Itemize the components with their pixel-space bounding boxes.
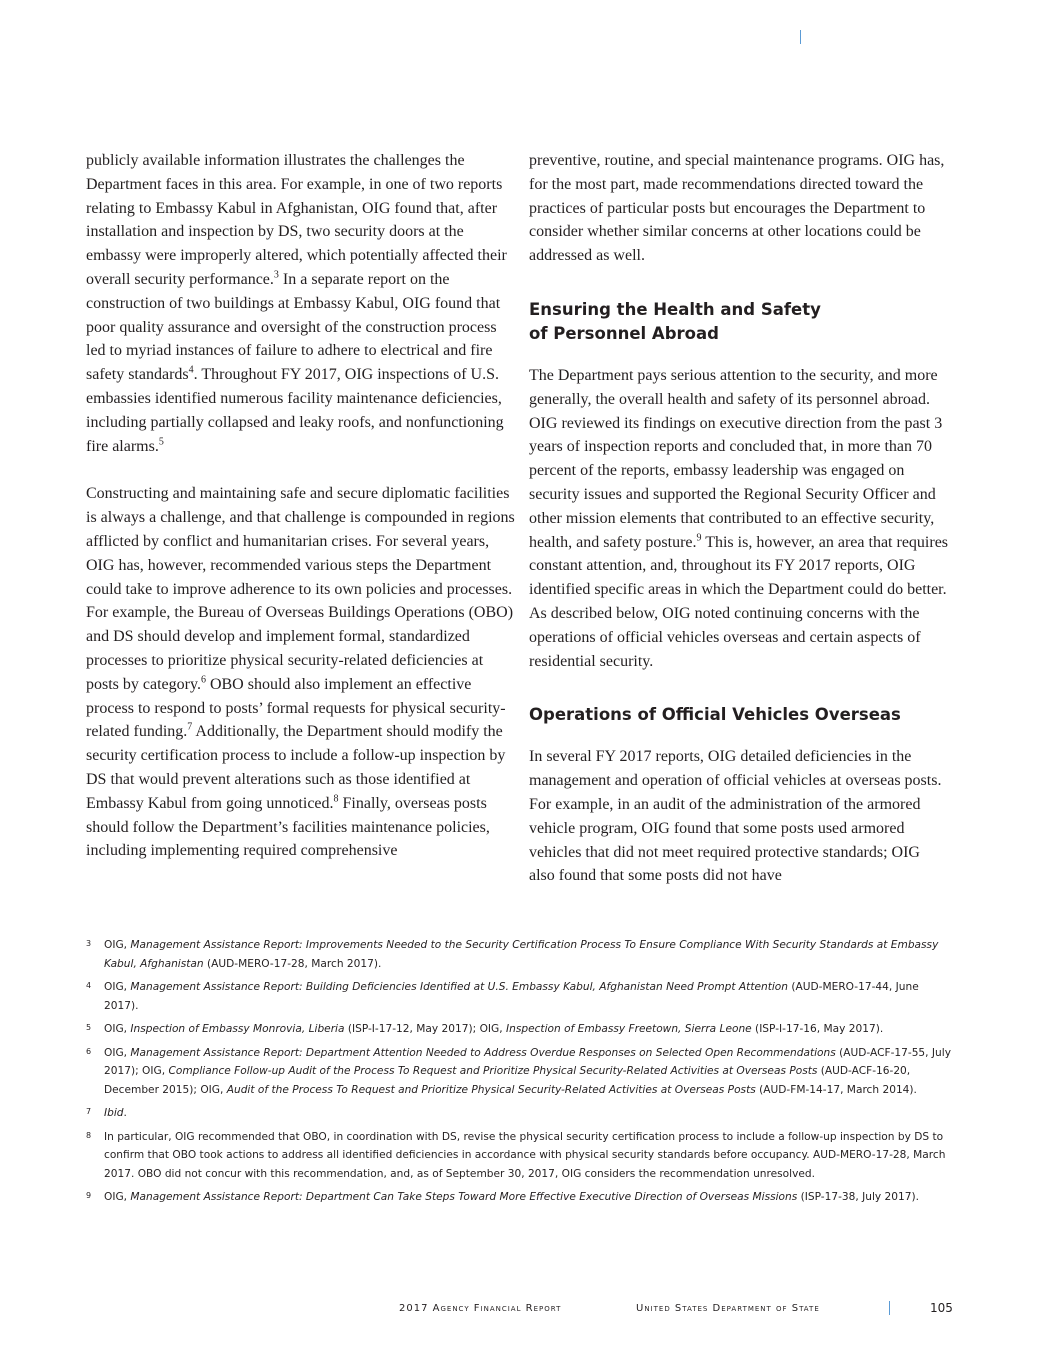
- left-paragraph-1: publicly available information illustrates the challenges the Department faces in this area. For example, in one of two reports relating to Embassy Kabul in Afghanistan, OIG found that, after installation and inspection by DS, two security doors at the embassy were improperly altered, which potentially affected their overall security performance.$^3$ In a separate report on the construction of two buildings at Embassy Kabul, OIG found that poor quality assurance and oversight of the construction process led to myriad instances of failure to adhere to electrical and fire safety standards$^4$. Throughout FY 2017, OIG inspections of U.S. embassies identified numerous facility maintenance deficiencies, including partially collapsed and leaky roofs, and nonfunctioning fire alarms.$^5$: [86, 152, 507, 455]
- left-paragraph-2: Constructing and maintaining safe and secure diplomatic facilities is always a challenge, and that challenge is compounded in regions afflicted by conflict and humanitarian crises. For several years, OIG has, however, recommended various steps the Department could take to improve adherence to its own policies and processes. For example, the Bureau of Overseas Buildings Operations (OBO) and DS should develop and implement formal, standardized processes to prioritize physical security-related deficiencies at posts by category.$^6$ OBO should also implement an effective process to respond to posts’ formal requests for physical security-related funding.$^7$ Additionally, the Department should modify the security certification process to include a follow-up inspection by DS that would prevent alterations such as those identified at Embassy Kabul from going unnoticed.$^8$ Finally, overseas posts should follow the Department’s facilities maintenance policies, including implementing required comprehensive: [86, 485, 515, 860]
- footnote-3: 3 OIG, Management Assistance Report: Improvements Needed to the Security Certification Process To Ensure Compliance With Security Standards at Embassy Kabul, Afghanistan (AUD-MERO-17-28, March 2017).: [86, 939, 939, 970]
- left-column: [86, 149, 516, 887]
- footnote-9: 9 OIG, Management Assistance Report: Department Can Take Steps Toward More Effective Executive Direction of Overseas Missions (ISP-17-38, July 2017).: [86, 1191, 920, 1203]
- footnote-ref[interactable]: 6: [200, 674, 206, 686]
- footnote-4: 4 OIG, Management Assistance Report: Building Deficiencies Identified at U.S. Embassy Kabul, Afghanistan Need Prompt Attention (AUD-MERO-17-44, June 2017).: [86, 981, 919, 1012]
- page-number: 105: [930, 1301, 953, 1315]
- section-heading-official-vehicles: Operations of Official Vehicles Overseas: [529, 705, 901, 725]
- section-heading-health-safety: Ensuring the Health and Safety of Personnel Abroad: [529, 299, 821, 343]
- footnote-ref[interactable]: 9: [696, 532, 702, 544]
- footer-divider: [889, 1301, 890, 1315]
- right-paragraph-3: In several FY 2017 reports, OIG detailed deficiencies in the management and operation of official vehicles at overseas posts. For example, in an audit of the administration of the armored vehicle program, OIG found that some posts used armored vehicles that did not meet required protective standards; OIG also found that some posts did not have: [529, 748, 942, 885]
- header-divider: [800, 30, 801, 44]
- right-column: [529, 149, 949, 912]
- footnote-ref[interactable]: 7: [187, 722, 193, 733]
- footnote-ref[interactable]: 4: [188, 364, 194, 376]
- footnote-ref[interactable]: 8: [333, 793, 339, 805]
- footnote-8: 8 In particular, OIG recommended that OBO, in coordination with DS, revise the physical security certification process to include a follow-up inspection by DS to confirm that OBO took actions to address all identified deficiencies in accordance with physical security standards before occupancy. AUD-MERO-17-28, March 2017. OBO did not concur with this recommendation, and, as of September 30, 2017, OIG considers the recommendation unresolved.: [86, 1130, 946, 1180]
- footer-department: United States Department of State: [636, 1303, 820, 1314]
- footnote-ref[interactable]: 5: [158, 436, 164, 448]
- page-footer: [0, 1301, 1043, 1321]
- footnote-5: 5 OIG, Inspection of Embassy Monrovia, Liberia (ISP-I-17-12, May 2017); OIG, Inspection of Embassy Freetown, Sierra Leone (ISP-I-17-16, May 2017).: [86, 1023, 884, 1035]
- footnote-ref[interactable]: 3: [273, 269, 279, 281]
- footnote-6: 6 OIG, Management Assistance Report: Department Attention Needed to Address Overdue Responses on Selected Open Recommendations (AUD-ACF-17-55, July 2017); OIG, Compliance Follow-up Audit of the Process To Request and Prioritize Physical Security-Related Activities at Overseas Posts (AUD-ACF-16-20, December 2015); OIG, Audit of the Process To Request and Prioritize Physical Security-Related Activities at Overseas Posts (AUD-FM-14-17, March 2014).: [86, 1046, 951, 1096]
- footnotes: [86, 936, 956, 1212]
- footnote-7: 7 Ibid.: [86, 1107, 127, 1119]
- footer-report-title: 2017 Agency Financial Report: [399, 1303, 562, 1314]
- right-paragraph-1: preventive, routine, and special maintenance programs. OIG has, for the most part, made recommendations directed toward the practices of particular posts but encourages the Department to consider whether similar concerns at other locations could be addressed as well.: [529, 152, 945, 265]
- right-paragraph-2: The Department pays serious attention to the security, and more generally, the overall health and safety of its personnel abroad. OIG reviewed its findings on executive direction from the past 3 years of inspection reports and concluded that, in more than 70 percent of the reports, embassy leadership was engaged on security issues and supported the Regional Security Officer and other mission elements that contributed to an effective security, health, and safety posture.$^9$ This is, however, an area that requires constant attention, and, throughout its FY 2017 reports, OIG identified specific areas in which the Department could do better. As described below, OIG noted continuing concerns with the operations of official vehicles overseas and certain aspects of residential security.: [529, 366, 949, 670]
